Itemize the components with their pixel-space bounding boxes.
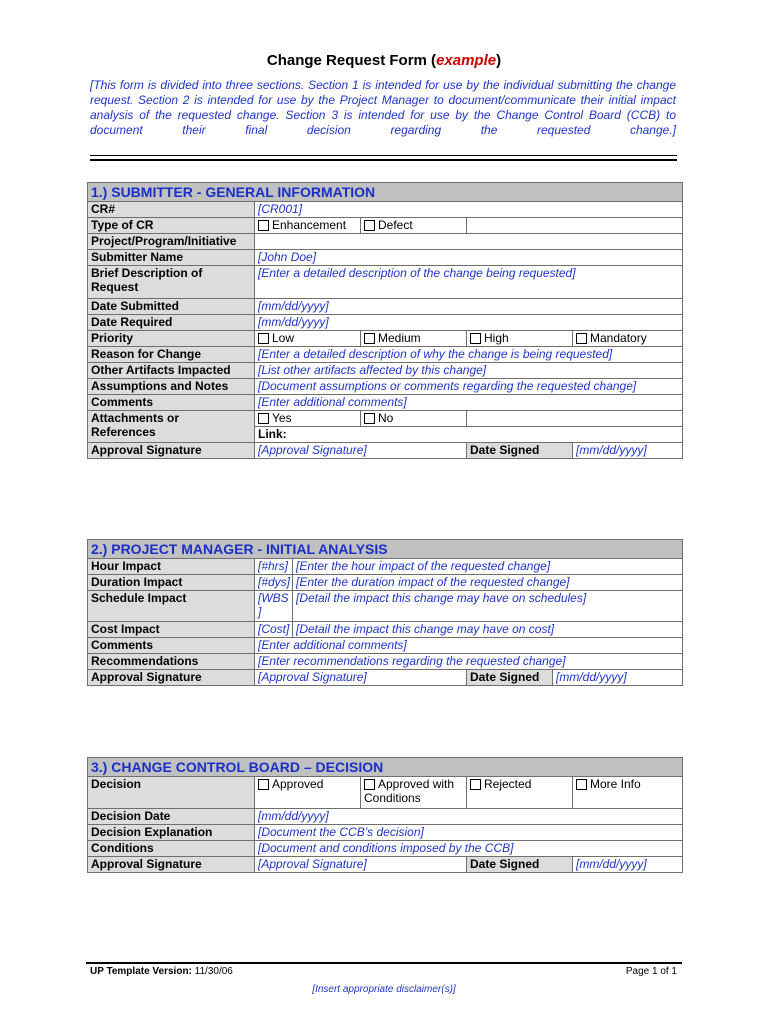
brief-field[interactable]: [Enter a detailed description of the change being requested] [255,266,683,299]
page-title: Change Request Form (example) [266,52,502,69]
checkbox-icon[interactable] [364,333,375,344]
assumptions-label: Assumptions and Notes [88,379,255,395]
approval-label: Approval Signature [88,857,255,873]
cost-field[interactable]: [Detail the impact this change may have on cost] [293,622,683,638]
approval-label: Approval Signature [88,670,255,686]
recommendations-field[interactable]: [Enter recommendations regarding the requested change] [255,654,683,670]
attachments-label: Attachments or References [88,411,255,443]
comments-field[interactable]: [Enter additional comments] [255,638,683,654]
divider [90,155,677,156]
date-submitted-field[interactable]: [mm/dd/yyyy] [255,299,683,315]
checkbox-icon[interactable] [470,779,481,790]
date-signed-label: Date Signed [467,443,573,459]
checkbox-icon[interactable] [258,413,269,424]
artifacts-field[interactable]: [List other artifacts affected by this change] [255,363,683,379]
checkbox-icon[interactable] [258,333,269,344]
date-required-label: Date Required [88,315,255,331]
conditions-label: Conditions [88,841,255,857]
approval-field[interactable]: [Approval Signature] [255,857,467,873]
hour-unit[interactable]: [#hrs] [255,559,293,575]
checkbox-icon[interactable] [576,333,587,344]
section-3-table [87,757,683,873]
priority-label: Priority [88,331,255,347]
page-number: Page 1 of 1 [625,966,677,977]
checkbox-icon[interactable] [258,779,269,790]
schedule-unit[interactable]: [WBS ] [255,591,293,622]
checkbox-icon[interactable] [364,413,375,424]
date-signed-field[interactable]: [mm/dd/yyyy] [573,443,683,459]
comments-field[interactable]: [Enter additional comments] [255,395,683,411]
cost-unit[interactable]: [Cost] [255,622,293,638]
hour-label: Hour Impact [88,559,255,575]
approval-field[interactable]: [Approval Signature] [255,443,467,459]
priority-low[interactable]: Low [255,331,361,347]
duration-label: Duration Impact [88,575,255,591]
approval-field[interactable]: [Approval Signature] [255,670,467,686]
conditions-field[interactable]: [Document and conditions imposed by the CCB] [255,841,683,857]
duration-field[interactable]: [Enter the duration impact of the requested change] [293,575,683,591]
decision-label: Decision [88,777,255,809]
divider [90,159,677,161]
section-2-header: 2.) PROJECT MANAGER - INITIAL ANALYSIS [88,540,683,559]
schedule-field[interactable]: [Detail the impact this change may have on schedules] [293,591,683,622]
comments-label: Comments [88,395,255,411]
schedule-label: Schedule Impact [88,591,255,622]
link-field[interactable]: Link: [255,427,683,443]
disclaimer: [Insert appropriate disclaimer(s)] [312,984,456,995]
type-label: Type of CR [88,218,255,234]
decision-approved-with-conditions[interactable]: Approved with Conditions [361,777,467,809]
brief-label: Brief Description of Request [88,266,255,299]
recommendations-label: Recommendations [88,654,255,670]
date-submitted-label: Date Submitted [88,299,255,315]
section-3-header: 3.) CHANGE CONTROL BOARD – DECISION [88,758,683,777]
intro-text: [This form is divided into three sections. Section 1 is intended for use by the individual submitting the change request. Section 2 is intended for use by the Project Manager to document/communicate their initial impact analysis of the requested change. Section 3 is intended for use by the Change Control Board (CCB) to document their final decision regarding the requested change.] [90,78,676,137]
date-signed-label: Date Signed [467,857,573,873]
reason-label: Reason for Change [88,347,255,363]
date-required-field[interactable]: [mm/dd/yyyy] [255,315,683,331]
submitter-label: Submitter Name [88,250,255,266]
checkbox-icon[interactable] [576,779,587,790]
cost-label: Cost Impact [88,622,255,638]
explanation-label: Decision Explanation [88,825,255,841]
date-signed-label: Date Signed [467,670,553,686]
checkbox-icon[interactable] [470,333,481,344]
reason-field[interactable]: [Enter a detailed description of why the change is being requested] [255,347,683,363]
submitter-field[interactable]: [John Doe] [255,250,683,266]
project-field[interactable] [255,234,683,250]
cr-label: CR# [88,202,255,218]
type-enhancement[interactable]: Enhancement [255,218,361,234]
assumptions-field[interactable]: [Document assumptions or comments regarding the requested change] [255,379,683,395]
attach-no[interactable]: No [361,411,467,427]
decision-rejected[interactable]: Rejected [467,777,573,809]
decision-approved[interactable]: Approved [255,777,361,809]
hour-field[interactable]: [Enter the hour impact of the requested change] [293,559,683,575]
checkbox-icon[interactable] [364,779,375,790]
priority-medium[interactable]: Medium [361,331,467,347]
title-example: example [436,52,497,69]
type-defect[interactable]: Defect [361,218,467,234]
approval-label: Approval Signature [88,443,255,459]
cr-field[interactable]: [CR001] [255,202,683,218]
explanation-field[interactable]: [Document the CCB’s decision] [255,825,683,841]
checkbox-icon[interactable] [364,220,375,231]
decision-date-label: Decision Date [88,809,255,825]
attach-yes[interactable]: Yes [255,411,361,427]
footer-divider [86,962,682,964]
date-signed-field[interactable]: [mm/dd/yyyy] [553,670,683,686]
section-2-table [87,539,683,686]
section-1-header: 1.) SUBMITTER - GENERAL INFORMATION [88,183,683,202]
duration-unit[interactable]: [#dys] [255,575,293,591]
decision-more-info[interactable]: More Info [573,777,683,809]
template-version: UP Template Version: 11/30/06 [90,966,233,977]
checkbox-icon[interactable] [258,220,269,231]
date-signed-field[interactable]: [mm/dd/yyyy] [573,857,683,873]
artifacts-label: Other Artifacts Impacted [88,363,255,379]
comments-label: Comments [88,638,255,654]
project-label: Project/Program/Initiative [88,234,255,250]
priority-mandatory[interactable]: Mandatory [573,331,683,347]
priority-high[interactable]: High [467,331,573,347]
section-1-table [87,182,683,459]
decision-date-field[interactable]: [mm/dd/yyyy] [255,809,683,825]
